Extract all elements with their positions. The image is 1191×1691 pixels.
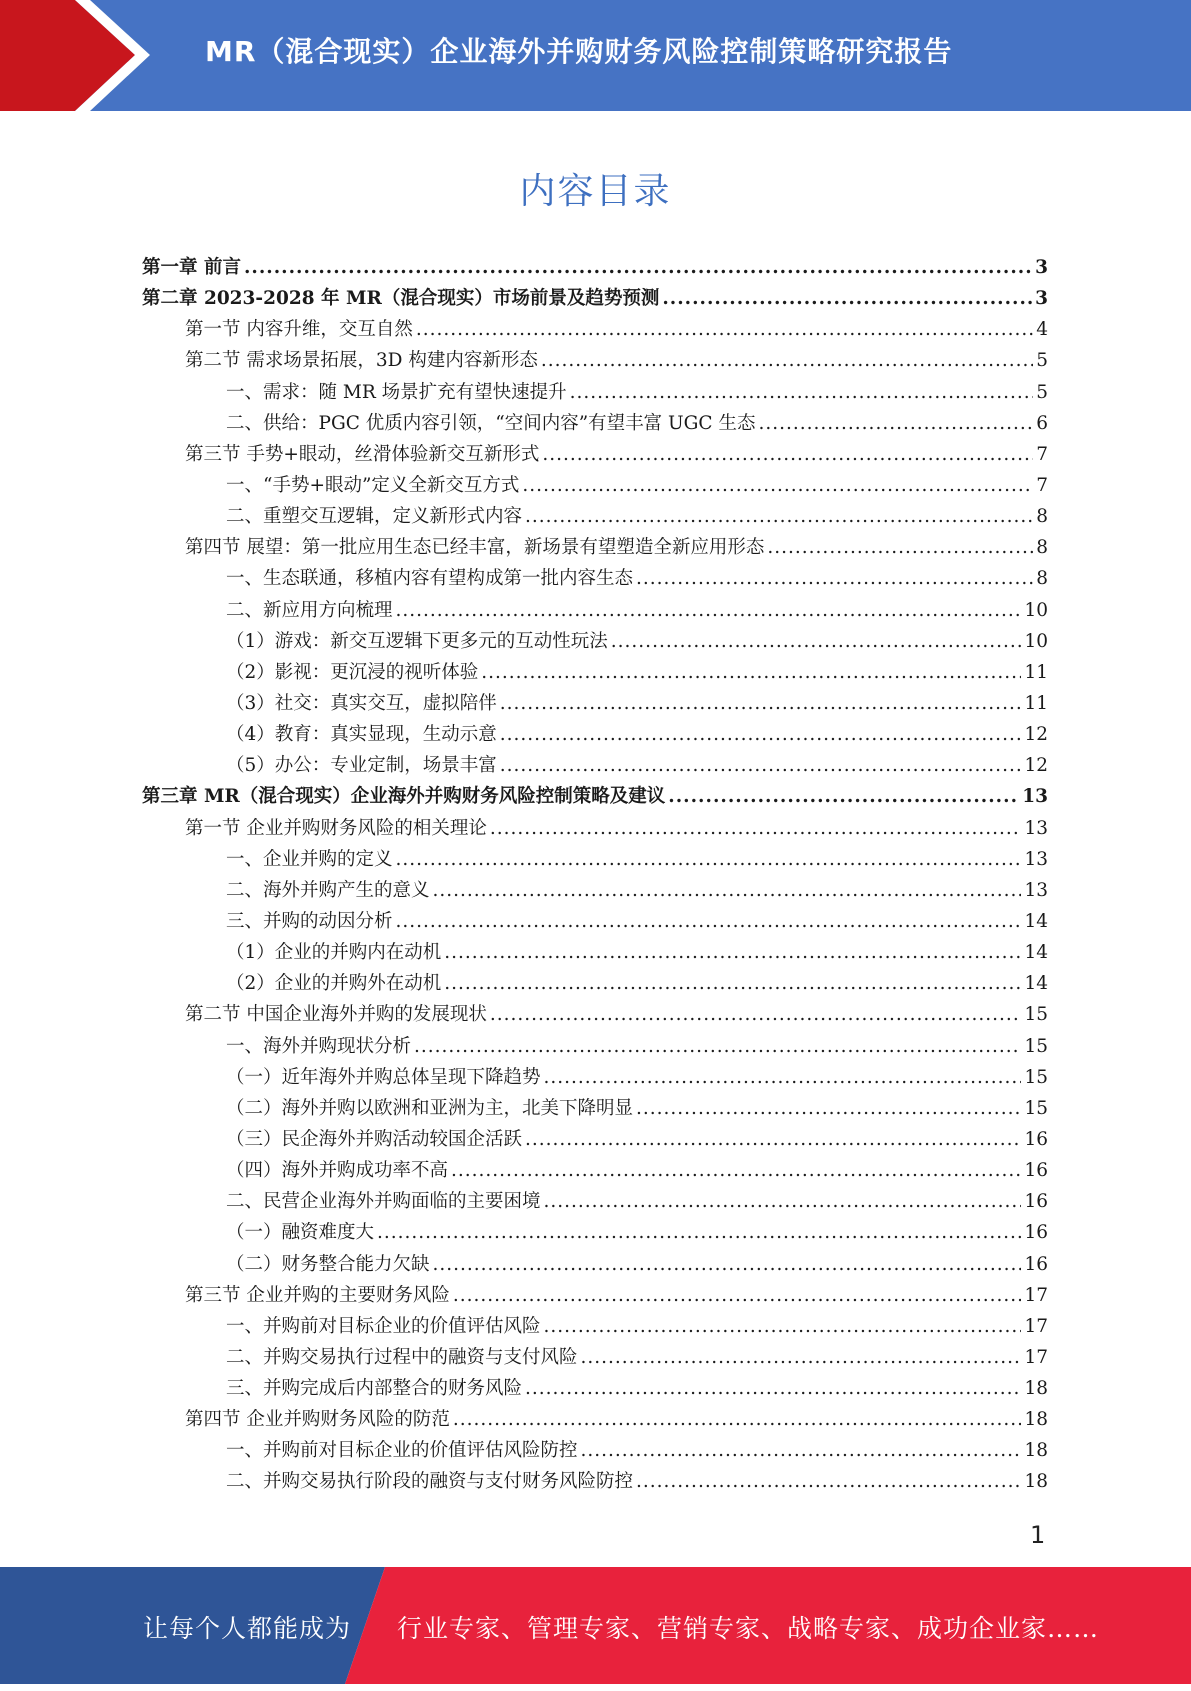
toc-entry-page: 18	[1024, 1471, 1048, 1493]
toc-leader-dots	[668, 786, 1019, 807]
toc-entry-title: （4）教育：真实显现，生动示意	[226, 724, 497, 746]
toc-leader-dots	[581, 1347, 1022, 1368]
toc-entry[interactable]	[142, 315, 1048, 346]
toc-entry-page: 13	[1022, 786, 1048, 808]
toc-entry[interactable]	[142, 533, 1048, 564]
toc-entry-page: 14	[1024, 973, 1048, 995]
table-of-contents	[142, 253, 1048, 1499]
toc-entry-page: 4	[1036, 319, 1048, 341]
toc-entry-page: 11	[1024, 661, 1048, 683]
page-header-band	[0, 0, 1191, 111]
header-arrow-decoration	[0, 0, 200, 111]
toc-entry[interactable]	[142, 1343, 1048, 1374]
toc-entry-title: 第三节 企业并购的主要财务风险	[185, 1284, 450, 1306]
toc-entry-page: 7	[1036, 443, 1048, 465]
toc-entry[interactable]	[142, 1250, 1048, 1281]
toc-leader-dots	[758, 413, 1033, 434]
toc-leader-dots	[570, 382, 1034, 403]
toc-leader-dots	[611, 631, 1022, 652]
toc-entry-page: 17	[1024, 1315, 1048, 1337]
toc-entry-title: 二、并购交易执行过程中的融资与支付风险	[226, 1346, 578, 1368]
toc-leader-dots	[636, 1098, 1021, 1119]
toc-entry-page: 14	[1024, 910, 1048, 932]
toc-entry-title: 第三章 MR（混合现实）企业海外并购财务风险控制策略及建议	[142, 786, 666, 808]
toc-entry-title: 第二节 需求场景拓展，3D 构建内容新形态	[185, 350, 538, 372]
toc-leader-dots	[525, 1129, 1021, 1150]
toc-entry-title: 二、民营企业海外并购面临的主要困境	[226, 1191, 541, 1213]
toc-entry[interactable]	[142, 627, 1048, 658]
toc-entry[interactable]	[142, 596, 1048, 627]
toc-leader-dots	[636, 1471, 1021, 1492]
toc-leader-dots	[581, 1440, 1022, 1461]
toc-entry-title: （二）财务整合能力欠缺	[226, 1253, 430, 1275]
toc-leader-dots	[500, 755, 1022, 776]
toc-entry-page: 10	[1024, 599, 1048, 621]
toc-leader-dots	[433, 1254, 1022, 1275]
toc-entry-title: （二）海外并购以欧洲和亚洲为主，北美下降明显	[226, 1097, 634, 1119]
toc-entry-title: 二、重塑交互逻辑，定义新形式内容	[226, 506, 523, 528]
toc-entry-title: 二、并购交易执行阶段的融资与支付财务风险防控	[226, 1471, 634, 1493]
toc-entry[interactable]	[142, 502, 1048, 533]
toc-leader-dots	[481, 662, 1021, 683]
toc-entry-title: （三）民企海外并购活动较国企活跃	[226, 1128, 523, 1150]
toc-entry[interactable]	[142, 876, 1048, 907]
toc-entry[interactable]	[142, 471, 1048, 502]
toc-entry-page: 18	[1024, 1378, 1048, 1400]
toc-entry[interactable]	[142, 1312, 1048, 1343]
toc-entry-page: 13	[1024, 817, 1048, 839]
toc-entry-page: 15	[1024, 1004, 1048, 1026]
toc-entry-page: 16	[1024, 1128, 1048, 1150]
toc-entry-title: （2）影视：更沉浸的视听体验	[226, 661, 479, 683]
toc-leader-dots	[525, 506, 1033, 527]
toc-entry-title: 一、并购前对目标企业的价值评估风险	[226, 1315, 541, 1337]
toc-entry[interactable]	[142, 814, 1048, 845]
toc-entry[interactable]	[142, 907, 1048, 938]
toc-leader-dots	[542, 444, 1033, 465]
toc-entry-title: 一、并购前对目标企业的价值评估风险防控	[226, 1440, 578, 1462]
toc-entry-page: 13	[1024, 879, 1048, 901]
toc-entry[interactable]	[142, 440, 1048, 471]
toc-entry-page: 15	[1024, 1066, 1048, 1088]
toc-entry[interactable]	[142, 1063, 1048, 1094]
toc-entry-title: 第二章 2023-2028 年 MR（混合现实）市场前景及趋势预测	[142, 288, 660, 310]
toc-entry-title: 一、需求：随 MR 场景扩充有望快速提升	[226, 381, 567, 403]
toc-entry[interactable]	[142, 409, 1048, 440]
toc-entry[interactable]	[142, 689, 1048, 720]
toc-entry-page: 17	[1024, 1284, 1048, 1306]
toc-entry-page: 15	[1024, 1035, 1048, 1057]
toc-entry-page: 5	[1036, 381, 1048, 403]
toc-entry-title: （3）社交：真实交互，虚拟陪伴	[226, 692, 497, 714]
toc-entry[interactable]	[142, 1094, 1048, 1125]
toc-leader-dots	[414, 1036, 1021, 1057]
toc-leader-dots	[490, 818, 1022, 839]
toc-entry-title: 第一节 企业并购财务风险的相关理论	[185, 817, 487, 839]
toc-leader-dots	[396, 600, 1022, 621]
toc-entry-page: 14	[1024, 942, 1048, 964]
toc-entry-page: 8	[1036, 568, 1048, 590]
toc-entry-page: 10	[1024, 630, 1048, 652]
report-title: MR（混合现实）企业海外并购财务风险控制策略研究报告	[205, 35, 953, 68]
toc-entry[interactable]	[142, 1374, 1048, 1405]
toc-leader-dots	[377, 1222, 1021, 1243]
toc-leader-dots	[544, 1316, 1022, 1337]
toc-leader-dots	[662, 288, 1032, 309]
toc-entry-title: （四）海外并购成功率不高	[226, 1160, 449, 1182]
toc-entry-page: 17	[1024, 1346, 1048, 1368]
toc-entry-title: 一、海外并购现状分析	[226, 1035, 412, 1057]
toc-leader-dots	[396, 849, 1022, 870]
toc-entry-title: 第四节 展望：第一批应用生态已经丰富，新场景有望塑造全新应用形态	[185, 537, 765, 559]
toc-leader-dots	[500, 724, 1022, 745]
toc-entry-title: （5）办公：专业定制，场景丰富	[226, 755, 497, 777]
toc-leader-dots	[416, 319, 1033, 340]
toc-entry[interactable]	[142, 1000, 1048, 1031]
toc-entry[interactable]	[142, 845, 1048, 876]
toc-entry[interactable]	[142, 720, 1048, 751]
toc-leader-dots	[636, 568, 1033, 589]
toc-entry[interactable]	[142, 346, 1048, 377]
toc-entry-title: 第四节 企业并购财务风险的防范	[185, 1409, 450, 1431]
toc-entry[interactable]	[142, 1467, 1048, 1498]
toc-entry-title: 一、生态联通，移植内容有望构成第一批内容生态	[226, 568, 634, 590]
toc-entry-page: 18	[1024, 1440, 1048, 1462]
toc-leader-dots	[444, 942, 1021, 963]
footer-slogan-left: 让每个人都能成为	[143, 1614, 352, 1643]
toc-entry-title: 一、企业并购的定义	[226, 848, 393, 870]
toc-entry-page: 8	[1036, 506, 1048, 528]
toc-entry[interactable]	[142, 564, 1048, 595]
toc-entry[interactable]	[142, 253, 1048, 284]
toc-entry[interactable]	[142, 782, 1048, 813]
toc-entry[interactable]	[142, 1187, 1048, 1218]
toc-entry-page: 13	[1024, 848, 1048, 870]
toc-entry[interactable]	[142, 1436, 1048, 1467]
toc-leader-dots	[433, 880, 1022, 901]
toc-leader-dots	[490, 1004, 1022, 1025]
toc-entry-title: 第一节 内容升维，交互自然	[185, 319, 413, 341]
toc-entry-title: 三、并购的动因分析	[226, 910, 393, 932]
page-footer	[0, 1567, 1191, 1684]
toc-entry-title: （一）近年海外并购总体呈现下降趋势	[226, 1066, 541, 1088]
toc-entry[interactable]	[142, 969, 1048, 1000]
toc-entry[interactable]	[142, 1405, 1048, 1436]
toc-entry-page: 6	[1036, 412, 1048, 434]
toc-entry-page: 16	[1024, 1222, 1048, 1244]
toc-entry-page: 16	[1024, 1253, 1048, 1275]
page-number: 1	[1030, 1521, 1046, 1549]
toc-entry-page: 5	[1036, 350, 1048, 372]
toc-entry[interactable]	[142, 378, 1048, 409]
toc-entry-title: 第一章 前言	[142, 257, 241, 278]
toc-entry-page: 7	[1036, 474, 1048, 496]
toc-entry-page: 18	[1024, 1409, 1048, 1431]
toc-entry-page: 15	[1024, 1097, 1048, 1119]
footer-slogan-right: 行业专家、管理专家、营销专家、战略专家、成功企业家……	[397, 1614, 1100, 1643]
toc-leader-dots	[453, 1409, 1022, 1430]
toc-entry-page: 12	[1024, 724, 1048, 746]
toc-entry-title: 二、海外并购产生的意义	[226, 879, 430, 901]
toc-entry-page: 8	[1036, 537, 1048, 559]
toc-entry[interactable]	[142, 1156, 1048, 1187]
toc-entry-page: 3	[1035, 288, 1048, 310]
toc-entry-title: 二、新应用方向梳理	[226, 599, 393, 621]
toc-leader-dots	[244, 257, 1032, 278]
toc-entry[interactable]	[142, 751, 1048, 782]
toc-entry-title: 第二节 中国企业海外并购的发展现状	[185, 1004, 487, 1026]
toc-leader-dots	[451, 1160, 1021, 1181]
toc-leader-dots	[525, 1378, 1021, 1399]
toc-leader-dots	[767, 537, 1033, 558]
toc-leader-dots	[544, 1067, 1022, 1088]
toc-entry-title: （2）企业的并购外在动机	[226, 973, 442, 995]
toc-entry[interactable]	[142, 284, 1048, 315]
toc-leader-dots	[500, 693, 1022, 714]
toc-leader-dots	[444, 973, 1021, 994]
toc-entry-page: 11	[1024, 692, 1048, 714]
toc-entry[interactable]	[142, 658, 1048, 689]
toc-entry-title: （1）游戏：新交互逻辑下更多元的互动性玩法	[226, 630, 608, 652]
toc-entry-title: 一、“手势+眼动”定义全新交互方式	[226, 474, 520, 496]
toc-entry[interactable]	[142, 1281, 1048, 1312]
toc-leader-dots	[396, 911, 1022, 932]
toc-entry-title: 二、供给：PGC 优质内容引领，“空间内容”有望丰富 UGC 生态	[226, 412, 756, 434]
toc-entry-title: 第三节 手势+眼动，丝滑体验新交互新形式	[185, 443, 540, 465]
toc-entry-page: 3	[1035, 257, 1048, 278]
toc-entry[interactable]	[142, 1218, 1048, 1249]
toc-entry-page: 12	[1024, 755, 1048, 777]
toc-leader-dots	[453, 1285, 1022, 1306]
toc-entry[interactable]	[142, 938, 1048, 969]
toc-entry-title: 三、并购完成后内部整合的财务风险	[226, 1378, 523, 1400]
toc-entry-page: 16	[1024, 1191, 1048, 1213]
toc-heading: 内容目录	[519, 171, 672, 212]
toc-entry-page: 16	[1024, 1160, 1048, 1182]
toc-entry-title: （1）企业的并购内在动机	[226, 942, 442, 964]
toc-leader-dots	[522, 475, 1033, 496]
toc-entry[interactable]	[142, 1032, 1048, 1063]
toc-leader-dots	[544, 1191, 1022, 1212]
toc-entry-title: （一）融资难度大	[226, 1222, 375, 1244]
toc-entry[interactable]	[142, 1125, 1048, 1156]
toc-leader-dots	[541, 350, 1033, 371]
